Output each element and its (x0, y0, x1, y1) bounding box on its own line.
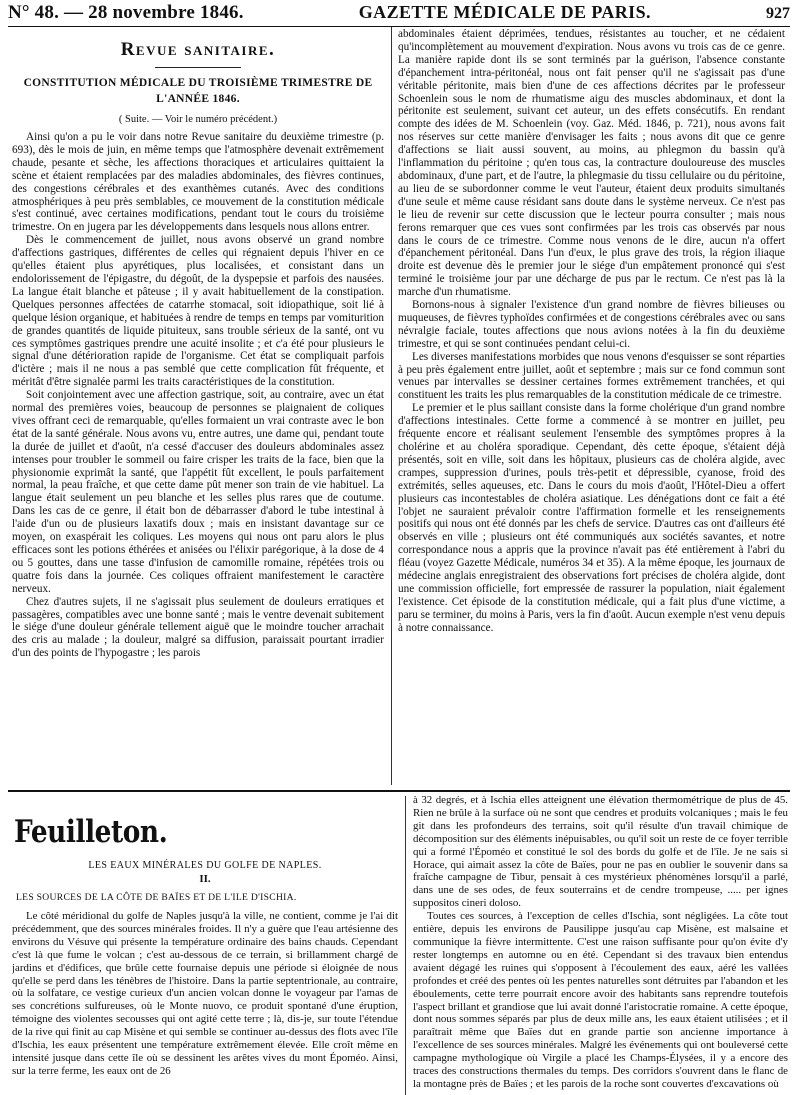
feuilleton-left-column (12, 800, 398, 1095)
paragraph: Toutes ces sources, à l'exception de celles d'Ischia, sont négligées. La côte tout entière, depuis les environs de Pausilippe jusqu'au cap Misène, est malsaine et communique la fièvre intermittente. C'est une raison suffisante pour qu'on évite d'y rester longtemps en automne ou en été. Cependant si des travaux bien entendus avaient dégagé les ruines qui s'opposent à l'écoulement des eaux, aéré les vallées profondes et créé des pentes où les pentes naturelles sont détruites par l'abandon et les éboulements, cette terre pourrait encore avoir des habitants sans reprendre toutefois l'aspect brillant et grandiose que lui avait donné l'aristocratie romaine. A cette époque, dont nous sommes séparés par plus de deux mille ans, les eaux étaient utilisées ; et il paraîtrait même que Baïes dut en grande partie son ancienne importance à l'excellence de ses sources minérales. Malgré les événements qui ont bouleversé cette campagne mythologique où Virgile a placé les Champs-Élysées, il y a encore des traces des constructions thermales du temps. Des corridors s'ouvrent dans le flanc de la montagne près de Baïes ; et les parois de la roche sont couvertes d'excavations où (413, 910, 788, 1090)
left-column (12, 35, 384, 780)
right-column (398, 28, 785, 784)
journal-title: GAZETTE MÉDICALE DE PARIS. (358, 2, 651, 22)
paragraph: Chez d'autres sujets, il ne s'agissait plus seulement de douleurs erratiques et passagères, compatibles avec une bonne santé ; mais le ventre devenait subitement le siége d'une douleur générale tellement aiguë que le moindre toucher arrachait des cris au malade ; la douleur, malgré sa diffusion, paraissait pourtant irradier d'un des points de l'hypogastre ; les parois (12, 595, 384, 660)
paragraph: abdominales étaient déprimées, tendues, résistantes au toucher, et ne cédaient qu'incomplètement au mouvement d'expiration. Nous avons vu trois cas de ce genre. La manière rapide dont ils se sont terminés par la guérison, l'absence constante d'épanchement intra-péritonéal, nous ont fait penser qu'il ne s'agissait pas d'une véritable péritonite, mais bien d'une de ces affections décrites par le professeur Schoenlein sous le nom de rhumatisme aigu des muscles abdominaux, et dont la péritonite est seulement, suivant cet auteur, un des effets consécutifs. En rendant compte des idées de M. Schoenlein (voy. Gaz. Méd. 1846, p. 721), nous avons fait nos réserves sur cette manière d'envisager les faits ; nous avons dit que ce genre d'affections se liait aussi souvent, au moins, au phlegmon du bassin qu'à l'inflammation du péritoine ; qu'en tous cas, la contracture douloureuse des muscles abdominaux, d'une part, et de l'autre, la phlegmasie du tissu cellulaire ou du péritoine, au lieu de se subordonner comme le veut l'auteur, étaient deux produits simultanés d'une seule et même cause résidant sans doute dans le système nerveux. Ce n'est pas le lieu de revenir sur cette discussion que le lecteur pourra consulter ; mais nous ferons remarquer que ces vues sont confirmées par les trois cas observés par nous dans le cours de ce trimestre. Comme nous venons de le dire, aucun n'a offert d'épanchement péritonéal. Dans l'un d'eux, le plus grave des trois, la région iliaque droite est devenue dès le premier jour le siége d'un empâtement prononcé qui s'est terminé le troisième jour par une décharge de pus par le rectum. Ce n'est pas là la marche d'un rhumatisme. (398, 28, 785, 299)
article-title: CONSTITUTION MÉDICALE DU TROISIÈME TRIMESTRE DE L'ANNÉE 1846. (23, 77, 373, 105)
section-title: Revue sanitaire. (120, 39, 276, 60)
paragraph: Le premier et le plus saillant consiste dans la forme cholérique d'un grand nombre d'affections intestinales. Cette forme a commencé à se montrer en juillet, peu fréquente encore et réalisant seulement l'ensemble des symptômes propres à la cholérine et au choléra sporadique. Cependant, dès cette époque, s'étaient déjà présentés, soit en ville, soit dans les hôpitaux, plusieurs cas de choléra algide, avec crampes, suppression d'urines, pouls très-petit et dépressible, cyanose, froid des extrémités, selles aqueuses, etc. Dans le cours du mois d'août, l'Hôtel-Dieu a offert plusieurs cas incontestables de choléra asiatique. Les dénégations dont ce fait a été l'objet ne sauraient prévaloir contre l'affirmation formelle et les renseignements positifs qui nous ont été donnés par les chefs de service. D'autres cas ont d'ailleurs été observés en ville ; plusieurs ont été communiqués aux sociétés savantes, et notre correspondance nous a appris que la province n'avait pas été entièrement à l'abri du fléau (voyez Gazette Médicale, numéros 34 et 35). A la même époque, les journaux de médecine anglais enregistraient des observations fort précises de choléra algide, dont une commission officielle, fort empressée de rassurer la population, niait également l'existence. Cet épisode de la constitution médicale, qui a fait plus d'une victime, a paru se terminer, du moins à Paris, vers la fin d'août. Aucun exemple n'est venu depuis à notre connaissance. (398, 402, 785, 634)
feuilleton-right-column (413, 794, 788, 1095)
feuilleton-subtitle: LES SOURCES DE LA CÔTE DE BAÏES ET DE L'ILE D'ISCHIA. (16, 892, 297, 903)
paragraph: à 32 degrés, et à Ischia elles atteignent une élévation thermométrique de plus de 45. Rien ne brûle à la surface où ne sont que cendres et produits volcaniques ; mais le feu git dans les profondeurs des terrains, soit qu'il résulte d'un travail chimique de décomposition sur des éléments inépuisables, ou qu'il soit un reste de ce foyer terrible qui a formé l'Époméo et constitué le sol des bords du golfe et de l'île. Je ne sais si Horace, qui aimait assez la côte de Baïes, pour ne pas en oublier le souvenir dans sa fraîche campagne de Tibur, pensait à ces mystérieux phénomènes lorsqu'il a parlé, dans une de ses odes, de feux souterrains et de cendre trompeuse, ..... per ignes suppositos cineri doloso. (413, 794, 788, 910)
feuilleton-title: LES EAUX MINÉRALES DU GOLFE DE NAPLES. (88, 860, 322, 871)
paragraph: Les diverses manifestations morbides que nous venons d'esquisser se sont réparties à peu près également entre juillet, août et septembre ; mais sur ce fond commun sont venues par intervalles se dessiner certaines formes extrêmement tranchées, et qui constituent les traits les plus remarquables de la constitution médicale de ce trimestre. (398, 350, 785, 402)
feuilleton-heading: Feuilleton. (14, 814, 168, 850)
paragraph: Ainsi qu'on a pu le voir dans notre Revue sanitaire du deuxième trimestre (p. 693), dès le mois de juin, en même temps que l'atmosphère devenait extrêmement chaude, pesante et sèche, les affections thoraciques et articulaires quittaient la scène et étaient remplacées par des maladies abdominales, des fièvres continues, des congestions cérébrales et des exanthèmes cutanés. Avec des conditions atmosphériques à peu près semblables, ce mouvement de la constitution médicale s'est continué, avec certaines modifications, pendant tout le cours du troisième trimestre. On en jugera par les développements dans lesquels nous allons entrer. (12, 131, 384, 234)
paragraph: Soit conjointement avec une affection gastrique, soit, au contraire, avec un état normal des premières voies, beaucoup de personnes se plaignaient de coliques vives offrant ceci de remarquable, qu'elles formaient un vrai contraste avec le bon état de la santé générale. Nous avons vu, entre autres, une dame qui, pendant toute la durée de juillet et d'août, n'a cessé d'accuser des douleurs abdominales assez intenses pour troubler le sommeil ou faire crisper les traits de la face, bien que la physionomie exprimât la santé, que l'appétit fût excellent, le pouls parfaitement normal, la peau fraîche, et que cette dame pût mener son train de vie habituel. La langue était seulement un peu blanche et les selles plus rares que de coutume. Dans les cas de ce genre, il était bon de débarrasser d'abord le tube intestinal à l'aide d'un ou de plusieurs laxatifs doux ; mais en insistant davantage sur ce moyen, on exaspérait les coliques. Les moyens qui nous ont paru alors le plus efficaces sont les potions éthérées et anisées ou l'élixir parégorique, à la dose de 4 ou 5 gouttes, dans une tasse d'infusion de camomille romaine, répétées trois ou quatre fois dans la journée. Ces coliques offraient manifestement le caractère nerveux. (12, 389, 384, 595)
feuilleton-column-divider (405, 796, 406, 1095)
continuation-note: ( Suite. — Voir le numéro précédent.) (118, 114, 278, 125)
masthead (8, 2, 790, 27)
issue-date: N° 48. — 28 novembre 1846. (8, 2, 244, 23)
feuilleton-rule (8, 790, 790, 792)
feuilleton-number: II. (199, 873, 211, 885)
paragraph: Bornons-nous à signaler l'existence d'un grand nombre de fièvres bilieuses ou muqueuses, de fièvres typhoïdes confirmées et de congestions cérébrales avec ou sans névralgie faciale, toutes affections que nous avions notées à la fin du deuxième trimestre, et qui se sont continuées pendant celui-ci. (398, 299, 785, 350)
paragraph: Le côté méridional du golfe de Naples jusqu'à la ville, ne contient, comme je l'ai dit précédemment, que des sources minérales froides. Il n'y a guère que l'eau artésienne des environs du Vésuve qui présente la température ordinaire des bains chauds. Cependant c'est là que fume le volcan ; c'est au-dessous de ce terrain, si brillamment chargé de jardins et d'édifices, que brûle cette fournaise depuis une période si éloignée de nous qu'elle se perd dans les ténèbres de l'histoire. Dans la partie septentrionale, au contraire, où la solfatare, ce vestige curieux d'un ancien volcan donne le voyageur par l'amas de ses concrétions sulfureuses, où le Monte nuovo, ce produit spontané d'une éruption, témoigne des violentes secousses qui ont agité cette terre ; là, dis-je, sur toute l'étendue de la rive qui finit au cap Misène et qui semble se continuer au-dessus des flots avec l'île d'Ischia, les eaux présentent une température extrêmement élevée. Elle croît même en intensité jusque dans cette île où se dessinent les arêtes vives du mont Époméo. Ainsi, sur la terre ferme, les eaux ont de 26 (12, 910, 398, 1077)
paragraph: Dès le commencement de juillet, nous avons observé un grand nombre d'affections gastriques, différentes de celles qui régnaient depuis l'hiver en ce qu'elles étaient plus apyrétiques, plus localisées, et consistant dans un endolorissement de l'épigastre, du dégoût, de la dyspepsie et parfois des nausées. La langue était blanche et pâteuse ; il y avait habituellement de la constipation. Quelques personnes affectées de catarrhe stomacal, soit idiopathique, soit lié à quelque lésion organique, et habituées à rendre de temps en temps par vomiturition de grandes quantités de liquide pituiteux, sans trouble sérieux de la santé, ont vu ces symptômes gastriques prendre une acuité insolite ; et c'a été pour plusieurs le signal d'une détérioration rapide de l'organisme. Cet état se compliquait parfois d'ictère ; mais il ne nous a pas semblé que cette complication fût fréquente, et méritât d'être signalée parmi les traits caractéristiques de la constitution. (12, 234, 384, 389)
column-divider (391, 27, 392, 785)
page-number: 927 (766, 5, 790, 22)
title-rule (155, 67, 241, 68)
